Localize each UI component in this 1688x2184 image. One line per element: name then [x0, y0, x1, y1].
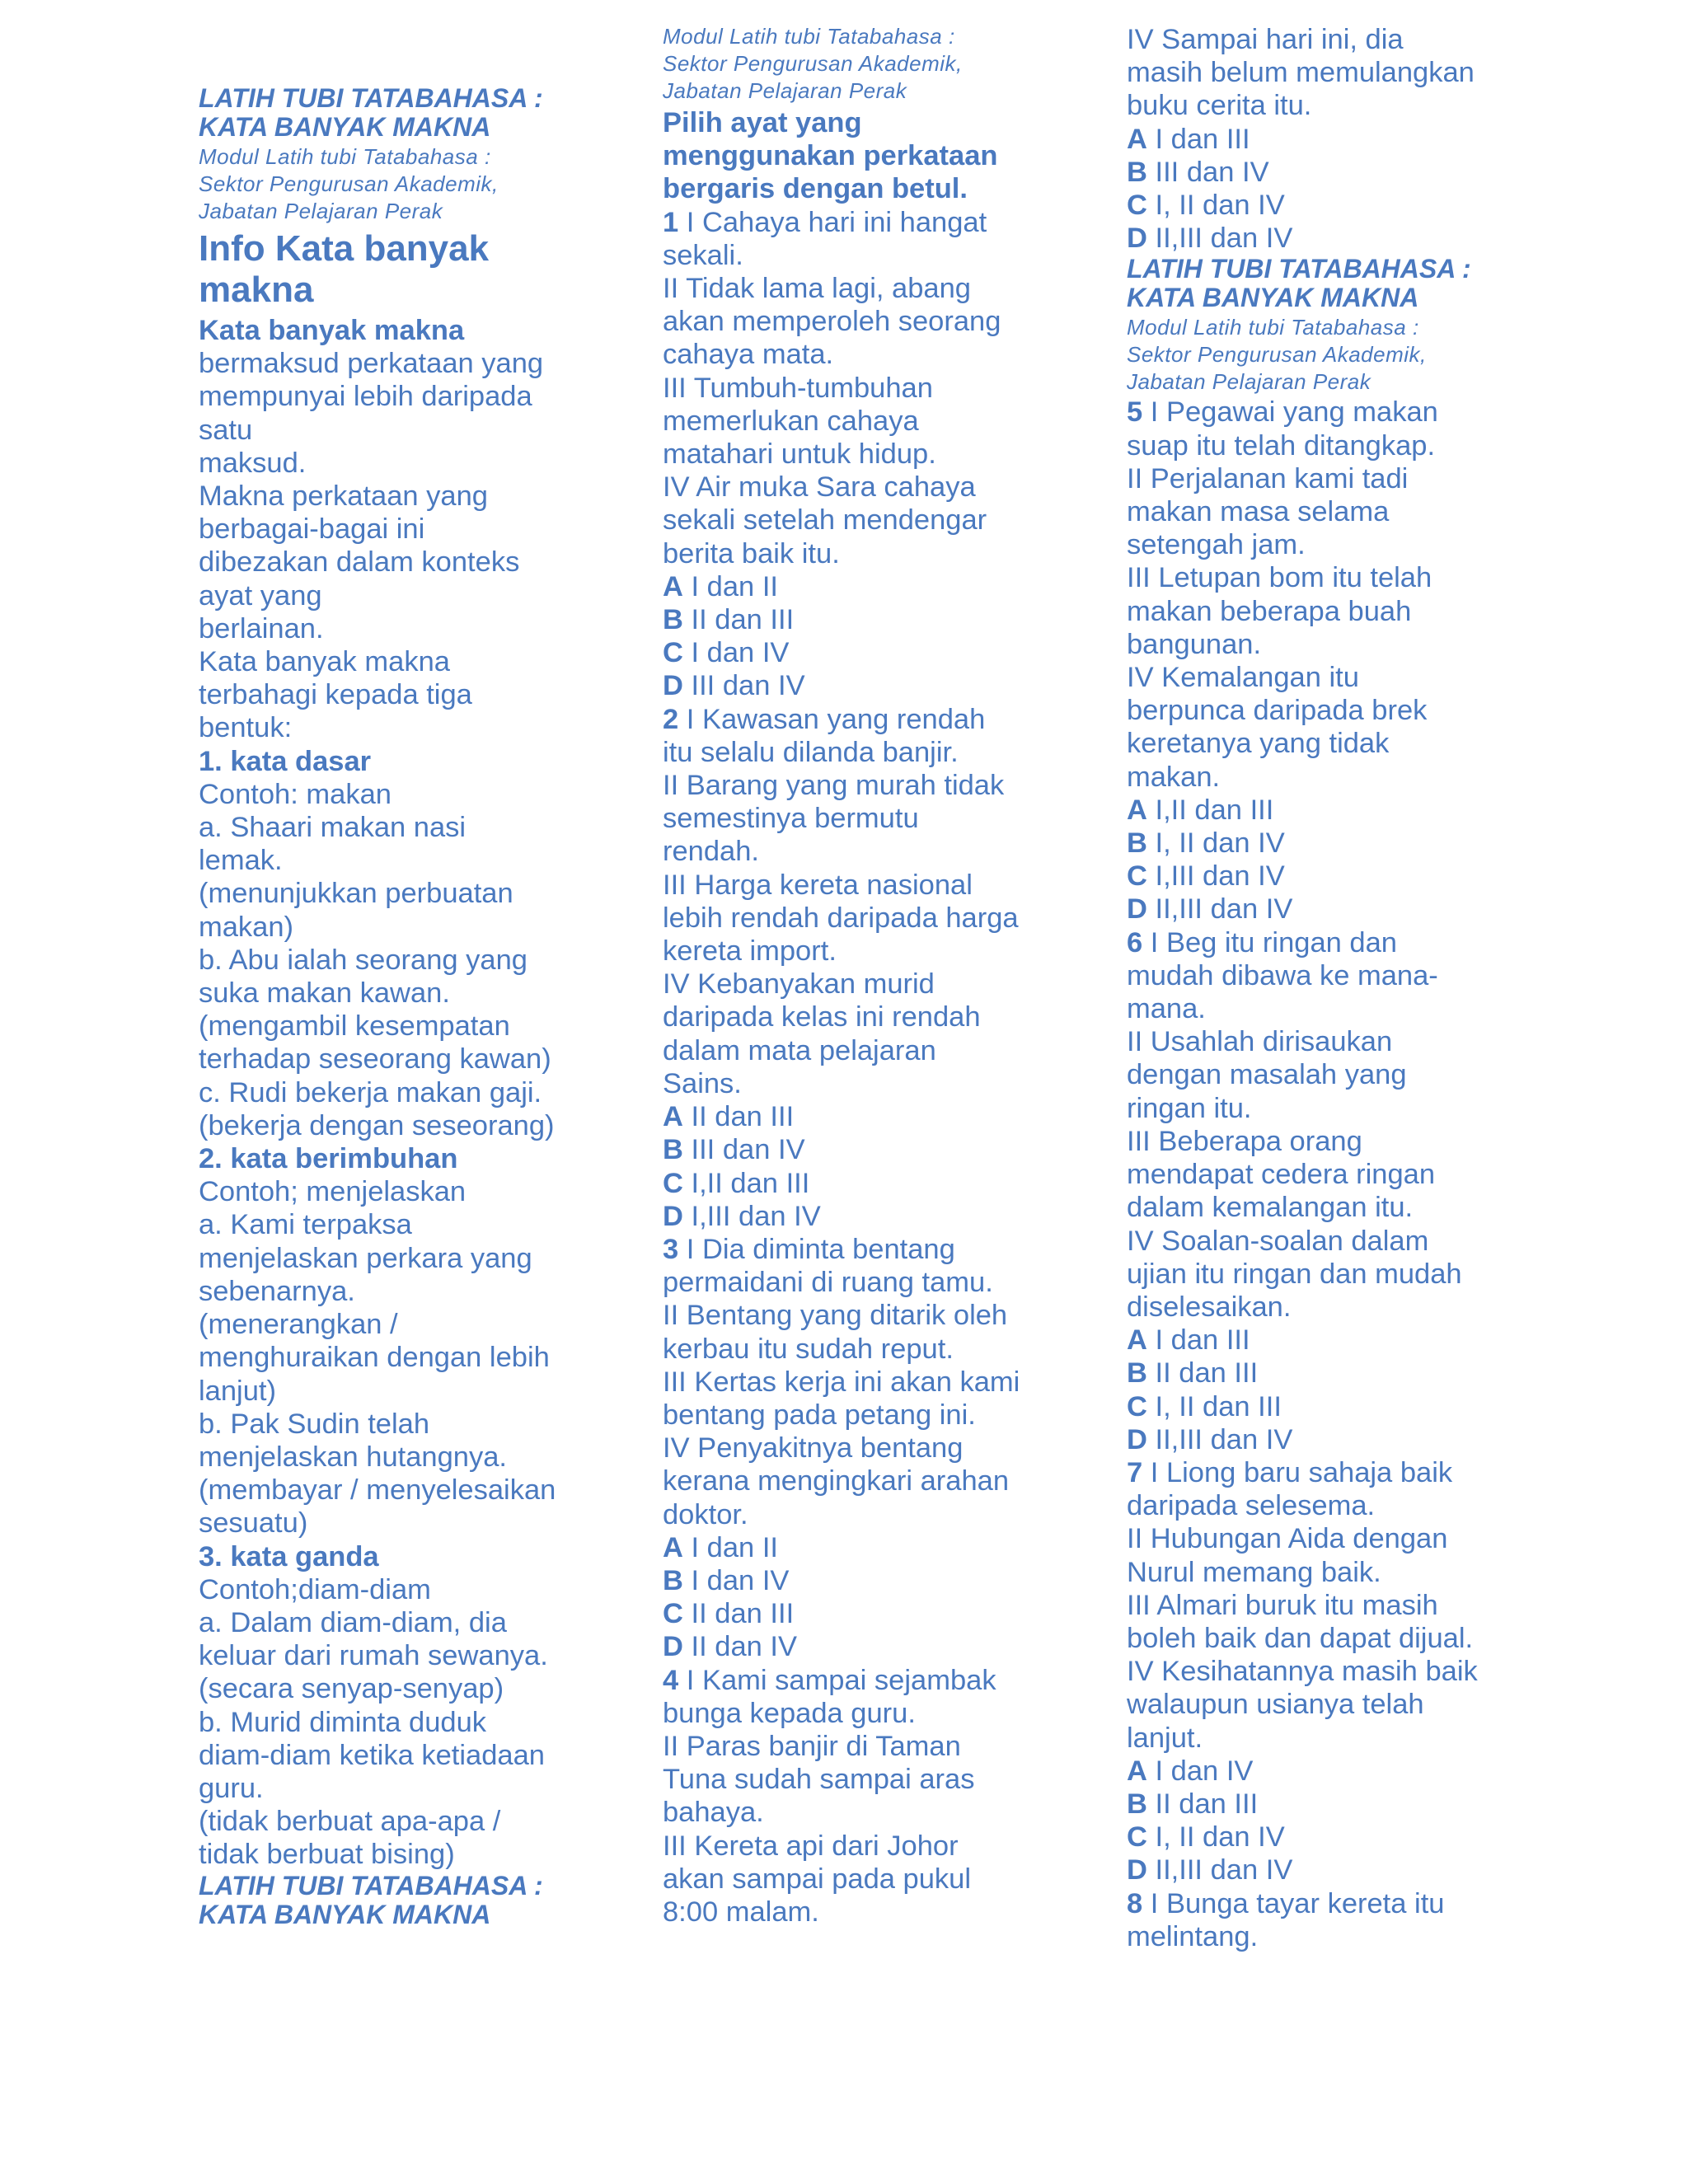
question-stem — [663, 1664, 1050, 1697]
question-line: setengah jam. — [1127, 529, 1306, 561]
option-letter: C — [1127, 1390, 1147, 1422]
question-number: 5 — [1127, 396, 1143, 429]
module-credit — [663, 23, 1050, 105]
option-text: II dan III — [1146, 1788, 1259, 1820]
question-stem — [1127, 396, 1514, 429]
question-line: bangunan. — [1127, 628, 1262, 660]
question-line: dengan masalah yang — [1127, 1059, 1407, 1091]
option-text: I,III dan IV — [1146, 860, 1285, 893]
text-line: (membayar / menyelesaikan — [199, 1474, 556, 1507]
module-credit — [1127, 314, 1514, 396]
question-line: makan masa selama — [1127, 496, 1390, 528]
option-text: I dan III — [1146, 1324, 1250, 1357]
heading-line: KATA BANYAK MAKNA — [199, 112, 491, 142]
text-line: (tidak berbuat apa-apa / — [199, 1806, 501, 1838]
question-line: akan memperoleh seorang — [663, 306, 1001, 338]
question-number: 1 — [663, 206, 679, 238]
question-line: berita baik itu. — [663, 537, 840, 569]
question-text: I Kawasan yang rendah — [678, 703, 986, 735]
question-line: IV Air muka Sara cahaya — [663, 471, 976, 504]
credit-line: Sektor Pengurusan Akademik, — [199, 171, 499, 196]
section-kata-berimbuhan — [199, 1142, 586, 1540]
text-line: satu — [199, 414, 253, 446]
question-stem — [1127, 926, 1514, 959]
answer-option — [1127, 156, 1514, 189]
question-line: daripada selesema. — [1127, 1490, 1376, 1522]
answer-option — [1127, 1821, 1514, 1854]
text-line: dibezakan dalam konteks — [199, 546, 520, 579]
question-7-options — [1127, 1755, 1514, 1887]
answer-option — [1127, 893, 1514, 926]
option-letter: A — [663, 1101, 683, 1133]
text-line: masih belum memulangkan — [1127, 57, 1475, 89]
question-1-options — [663, 570, 1050, 703]
text-line: Contoh; menjelaskan — [199, 1176, 467, 1208]
heading-line: KATA BANYAK MAKNA — [199, 1899, 491, 1929]
question-line: IV Kemalangan itu — [1127, 662, 1359, 694]
question-8 — [1127, 1887, 1514, 1953]
text-line: b. Pak Sudin telah — [199, 1408, 430, 1440]
question-line: Nurul memang baik. — [1127, 1556, 1381, 1588]
option-letter: A — [1127, 1324, 1147, 1357]
question-4-options — [1127, 123, 1514, 255]
text-line: buku cerita itu. — [1127, 90, 1312, 122]
answer-option — [1127, 794, 1514, 827]
answer-option — [1127, 1755, 1514, 1788]
question-line: mana. — [1127, 993, 1206, 1025]
option-text: I dan IV — [682, 1564, 790, 1596]
answer-option — [1127, 1788, 1514, 1821]
question-text: I Cahaya hari ini hangat — [678, 206, 987, 238]
text-line: maksud. — [199, 447, 307, 479]
text-line: sesuatu) — [199, 1507, 308, 1540]
answer-option — [1127, 860, 1514, 893]
question-number: 8 — [1127, 1887, 1143, 1919]
question-text: I Beg itu ringan dan — [1142, 926, 1397, 958]
section-lines — [199, 1573, 586, 1872]
text-line: c. Rudi bekerja makan gaji. — [199, 1076, 542, 1108]
question-2 — [663, 703, 1050, 1100]
question-line: Tuna sudah sampai aras — [663, 1764, 975, 1796]
question-line: III Almari buruk itu masih — [1127, 1589, 1438, 1621]
question-line: boleh baik dan dapat dijual. — [1127, 1622, 1474, 1654]
question-line: matahari untuk hidup. — [663, 438, 936, 471]
answer-option — [1127, 189, 1514, 222]
question-line: bahaya. — [663, 1797, 764, 1829]
text-line: terhadap seseorang kawan) — [199, 1043, 551, 1076]
answer-option — [663, 1531, 1050, 1564]
option-letter: B — [1127, 156, 1147, 188]
question-line: kerana mengingkari arahan — [663, 1465, 1010, 1497]
text-line: guru. — [199, 1772, 264, 1804]
intro-lines — [199, 347, 586, 744]
text-line: (menunjukkan perbuatan — [199, 878, 513, 910]
credit-line: Jabatan Pelajaran Perak — [663, 78, 907, 103]
text-line: lemak. — [199, 845, 283, 877]
question-3 — [663, 1233, 1050, 1531]
question-line: sekali. — [663, 239, 743, 271]
option-text: II dan III — [682, 1101, 795, 1133]
text-line: (menerangkan / — [199, 1309, 398, 1341]
question-number: 3 — [663, 1233, 679, 1265]
question-text: I Dia diminta bentang — [678, 1233, 955, 1265]
heading-line: KATA BANYAK MAKNA — [1127, 283, 1419, 313]
question-line: cahaya mata. — [663, 339, 834, 371]
question-3-options — [663, 1531, 1050, 1664]
question-line: permaidani di ruang tamu. — [663, 1267, 993, 1299]
credit-line: Sektor Pengurusan Akademik, — [663, 51, 963, 76]
question-line: II Tidak lama lagi, abang — [663, 273, 971, 305]
answer-option — [663, 1630, 1050, 1663]
option-letter: B — [663, 1134, 683, 1166]
text-line: sebenarnya. — [199, 1275, 355, 1307]
text-line: bermaksud perkataan yang — [199, 348, 544, 380]
question-line: III Kertas kerja ini akan kami — [663, 1366, 1020, 1398]
text-line: keluar dari rumah sewanya. — [199, 1640, 548, 1672]
option-letter: B — [663, 1564, 683, 1596]
question-line: dalam mata pelajaran — [663, 1034, 936, 1066]
text-line: menjelaskan hutangnya. — [199, 1441, 508, 1473]
question-line: II Perjalanan kami tadi — [1127, 462, 1409, 494]
instruction-line: menggunakan perkataan — [663, 140, 998, 172]
option-letter: D — [1127, 1854, 1147, 1886]
question-line: III Tumbuh-tumbuhan — [663, 372, 933, 404]
question-line: semestinya bermutu — [663, 803, 919, 835]
section-heading — [199, 84, 586, 142]
question-stem — [1127, 1887, 1514, 1920]
question-line: III Beberapa orang — [1127, 1125, 1362, 1157]
question-line: daripada kelas ini rendah — [663, 1001, 981, 1033]
instruction-line: bergaris dengan betul. — [663, 173, 968, 205]
instruction — [663, 106, 1050, 206]
question-line: III Kereta api dari Johor — [663, 1830, 959, 1862]
answer-option — [1127, 123, 1514, 156]
question-line: 8:00 malam. — [663, 1896, 819, 1928]
info-title-line: Info Kata banyak — [199, 228, 490, 269]
option-text: I,II dan III — [682, 1167, 810, 1199]
option-text: I dan IV — [1146, 1755, 1254, 1787]
answer-option — [663, 1167, 1050, 1200]
column-2 — [663, 23, 1050, 1929]
option-letter: A — [1127, 123, 1147, 155]
question-line: mendapat cedera ringan — [1127, 1159, 1436, 1191]
option-letter: A — [1127, 794, 1147, 826]
question-6 — [1127, 926, 1514, 1324]
option-letter: B — [663, 604, 683, 636]
question-line: suap itu telah ditangkap. — [1127, 429, 1436, 462]
text-line: bentuk: — [199, 712, 293, 744]
answer-option — [1127, 1423, 1514, 1456]
question-2-options — [663, 1100, 1050, 1233]
question-line: II Hubungan Aida dengan — [1127, 1523, 1448, 1555]
answer-option — [663, 1100, 1050, 1133]
answer-option — [663, 570, 1050, 603]
question-4 — [663, 1664, 1050, 1929]
option-text: I, II dan III — [1146, 1390, 1282, 1422]
section-heading — [1127, 255, 1514, 312]
text-line: ayat yang — [199, 579, 322, 612]
question-line: bentang pada petang ini. — [663, 1399, 976, 1431]
question-line: makan. — [1127, 761, 1221, 793]
question-line: berpunca daripada brek — [1127, 695, 1428, 727]
option-text: II,III dan IV — [1146, 1423, 1293, 1455]
text-line: berlainan. — [199, 612, 324, 644]
option-text: I dan III — [1146, 123, 1250, 155]
intro-term: Kata banyak makna — [199, 315, 465, 346]
credit-line: Modul Latih tubi Tatabahasa : — [663, 24, 955, 49]
answer-option — [1127, 222, 1514, 255]
option-text: I, II dan IV — [1146, 190, 1285, 222]
column-1 — [199, 84, 586, 1929]
question-line: lebih rendah daripada harga — [663, 902, 1019, 934]
question-line: III Harga kereta nasional — [663, 869, 973, 901]
text-line: a. Kami terpaksa — [199, 1209, 412, 1241]
column-3 — [1127, 23, 1514, 1953]
question-line: ringan itu. — [1127, 1092, 1252, 1124]
option-text: I,II dan III — [1146, 794, 1274, 826]
answer-option — [1127, 1390, 1514, 1423]
answer-option — [663, 669, 1050, 702]
option-letter: C — [1127, 1821, 1147, 1854]
text-line: tidak berbuat bising) — [199, 1839, 455, 1871]
text-line: (mengambil kesempatan — [199, 1010, 510, 1043]
option-text: I dan II — [682, 1531, 778, 1563]
text-line: (secara senyap-senyap) — [199, 1673, 504, 1705]
question-line: mudah dibawa ke mana- — [1127, 959, 1438, 991]
question-line: II Bentang yang ditarik oleh — [663, 1300, 1008, 1332]
option-letter: C — [1127, 190, 1147, 222]
answer-option — [663, 1564, 1050, 1597]
answer-option — [1127, 1854, 1514, 1886]
footer-heading — [199, 1872, 586, 1929]
question-stem — [1127, 1456, 1514, 1489]
answer-option — [1127, 827, 1514, 860]
option-letter: D — [663, 670, 683, 702]
question-line: rendah. — [663, 836, 760, 868]
question-line: II Usahlah dirisaukan — [1127, 1026, 1393, 1058]
option-letter: A — [663, 1531, 683, 1563]
question-line: keretanya yang tidak — [1127, 728, 1390, 760]
text-line: mempunyai lebih daripada — [199, 381, 532, 413]
heading-line: LATIH TUBI TATABAHASA : — [1127, 254, 1471, 284]
question-line: IV Soalan-soalan dalam — [1127, 1225, 1429, 1257]
answer-option — [663, 603, 1050, 636]
info-title — [199, 228, 586, 311]
question-line: ujian itu ringan dan mudah — [1127, 1258, 1462, 1290]
question-number: 6 — [1127, 926, 1143, 958]
question-line: sekali setelah mendengar — [663, 504, 987, 537]
text-line: makan) — [199, 911, 294, 943]
text-line: IV Sampai hari ini, dia — [1127, 24, 1404, 55]
question-line: makan beberapa buah — [1127, 595, 1412, 627]
question-stem — [663, 206, 1050, 239]
question-line: melintang. — [1127, 1920, 1259, 1952]
text-line: a. Shaari makan nasi — [199, 812, 467, 844]
credit-line: Jabatan Pelajaran Perak — [1127, 369, 1372, 395]
option-letter: B — [1127, 1788, 1147, 1820]
question-text: I Liong baru sahaja baik — [1142, 1456, 1453, 1488]
question-line: akan sampai pada pukul — [663, 1863, 972, 1895]
option-text: II,III dan IV — [1146, 893, 1293, 926]
option-text: I dan II — [682, 570, 778, 602]
option-text: II dan III — [682, 604, 795, 636]
section-kata-ganda — [199, 1540, 586, 1872]
question-number: 7 — [1127, 1456, 1143, 1488]
answer-option — [663, 636, 1050, 669]
question-4-continued — [1127, 23, 1514, 123]
answer-option — [663, 1200, 1050, 1233]
option-letter: D — [1127, 1423, 1147, 1455]
option-letter: B — [1127, 827, 1147, 860]
question-line: kereta import. — [663, 935, 837, 968]
question-line: II Paras banjir di Taman — [663, 1730, 961, 1762]
option-letter: C — [663, 637, 683, 669]
option-text: II dan III — [1146, 1357, 1259, 1390]
intro-block — [199, 314, 586, 745]
question-5-options — [1127, 794, 1514, 926]
question-7 — [1127, 1456, 1514, 1755]
credit-line: Modul Latih tubi Tatabahasa : — [1127, 315, 1419, 340]
question-line: walaupun usianya telah — [1127, 1689, 1424, 1721]
option-text: III dan IV — [1146, 156, 1269, 188]
question-text: I Bunga tayar kereta itu — [1142, 1887, 1445, 1919]
question-line: itu selalu dilanda banjir. — [663, 736, 959, 768]
option-text: I, II dan IV — [1146, 1821, 1285, 1854]
question-text: I Kami sampai sejambak — [678, 1664, 996, 1696]
question-line: kerbau itu sudah reput. — [663, 1333, 954, 1365]
answer-option — [1127, 1324, 1514, 1357]
section-title: 2. kata berimbuhan — [199, 1143, 458, 1175]
question-line: doktor. — [663, 1498, 748, 1530]
question-line: III Letupan bom itu telah — [1127, 562, 1432, 594]
text-line: a. Dalam diam-diam, dia — [199, 1606, 507, 1638]
section-lines — [199, 1175, 586, 1540]
text-line: Contoh;diam-diam — [199, 1573, 431, 1605]
credit-line: Modul Latih tubi Tatabahasa : — [199, 144, 491, 169]
text-line: Kata banyak makna — [199, 646, 450, 678]
option-letter: C — [663, 1598, 683, 1630]
question-line: diselesaikan. — [1127, 1291, 1292, 1323]
question-line: memerlukan cahaya — [663, 405, 919, 437]
text-line: menjelaskan perkara yang — [199, 1242, 532, 1274]
question-line: dalam kemalangan itu. — [1127, 1192, 1414, 1224]
option-text: III dan IV — [682, 1134, 805, 1166]
text-line: Contoh: makan — [199, 778, 392, 810]
section-kata-dasar — [199, 745, 586, 1142]
question-line: IV Penyakitnya bentang — [663, 1432, 964, 1465]
option-text: I,III dan IV — [682, 1200, 821, 1232]
credit-line: Sektor Pengurusan Akademik, — [1127, 342, 1427, 368]
text-line: Makna perkataan yang — [199, 480, 488, 513]
question-6-options — [1127, 1324, 1514, 1456]
answer-option — [663, 1597, 1050, 1630]
question-text: I Pegawai yang makan — [1142, 396, 1438, 429]
option-text: II,III dan IV — [1146, 223, 1293, 255]
option-text: I, II dan IV — [1146, 827, 1285, 860]
option-letter: D — [663, 1631, 683, 1663]
option-text: I dan IV — [682, 637, 790, 669]
text-line: b. Murid diminta duduk — [199, 1706, 487, 1738]
heading-line: LATIH TUBI TATABAHASA : — [199, 1870, 543, 1900]
option-text: II dan IV — [682, 1631, 798, 1663]
option-letter: D — [1127, 893, 1147, 926]
option-letter: C — [1127, 860, 1147, 893]
question-line: IV Kebanyakan murid — [663, 968, 935, 1001]
section-title: 3. kata ganda — [199, 1540, 379, 1572]
question-line: lanjut. — [1127, 1722, 1203, 1754]
heading-line: LATIH TUBI TATABAHASA : — [199, 83, 543, 113]
info-title-line: makna — [199, 269, 314, 310]
question-number: 4 — [663, 1664, 679, 1696]
instruction-line: Pilih ayat yang — [663, 107, 862, 138]
option-letter: A — [663, 570, 683, 602]
answer-option — [1127, 1357, 1514, 1390]
question-line: Sains. — [663, 1067, 742, 1099]
option-letter: B — [1127, 1357, 1147, 1390]
option-text: III dan IV — [682, 670, 805, 702]
text-line: (bekerja dengan seseorang) — [199, 1109, 555, 1141]
text-line: terbahagi kepada tiga — [199, 679, 472, 711]
question-number: 2 — [663, 703, 679, 735]
answer-option — [663, 1133, 1050, 1166]
question-line: IV Kesihatannya masih baik — [1127, 1656, 1478, 1688]
text-line: lanjut) — [199, 1375, 276, 1407]
section-title: 1. kata dasar — [199, 745, 372, 777]
question-stem — [663, 703, 1050, 736]
question-line: II Barang yang murah tidak — [663, 770, 1005, 802]
option-letter: D — [663, 1200, 683, 1232]
module-credit — [199, 143, 586, 225]
question-1 — [663, 206, 1050, 570]
option-text: II dan III — [682, 1598, 795, 1630]
text-line: diam-diam ketika ketiadaan — [199, 1739, 545, 1771]
credit-line: Jabatan Pelajaran Perak — [199, 199, 443, 223]
option-letter: A — [1127, 1755, 1147, 1787]
option-letter: D — [1127, 223, 1147, 255]
text-line: berbagai-bagai ini — [199, 513, 425, 546]
question-line: bunga kepada guru. — [663, 1697, 916, 1729]
text-line: b. Abu ialah seorang yang — [199, 944, 528, 976]
option-text: II,III dan IV — [1146, 1854, 1293, 1886]
question-5 — [1127, 396, 1514, 793]
text-line: menghuraikan dengan lebih — [199, 1342, 550, 1374]
section-lines — [199, 778, 586, 1142]
text-line: suka makan kawan. — [199, 977, 450, 1010]
option-letter: C — [663, 1167, 683, 1199]
question-stem — [663, 1233, 1050, 1266]
